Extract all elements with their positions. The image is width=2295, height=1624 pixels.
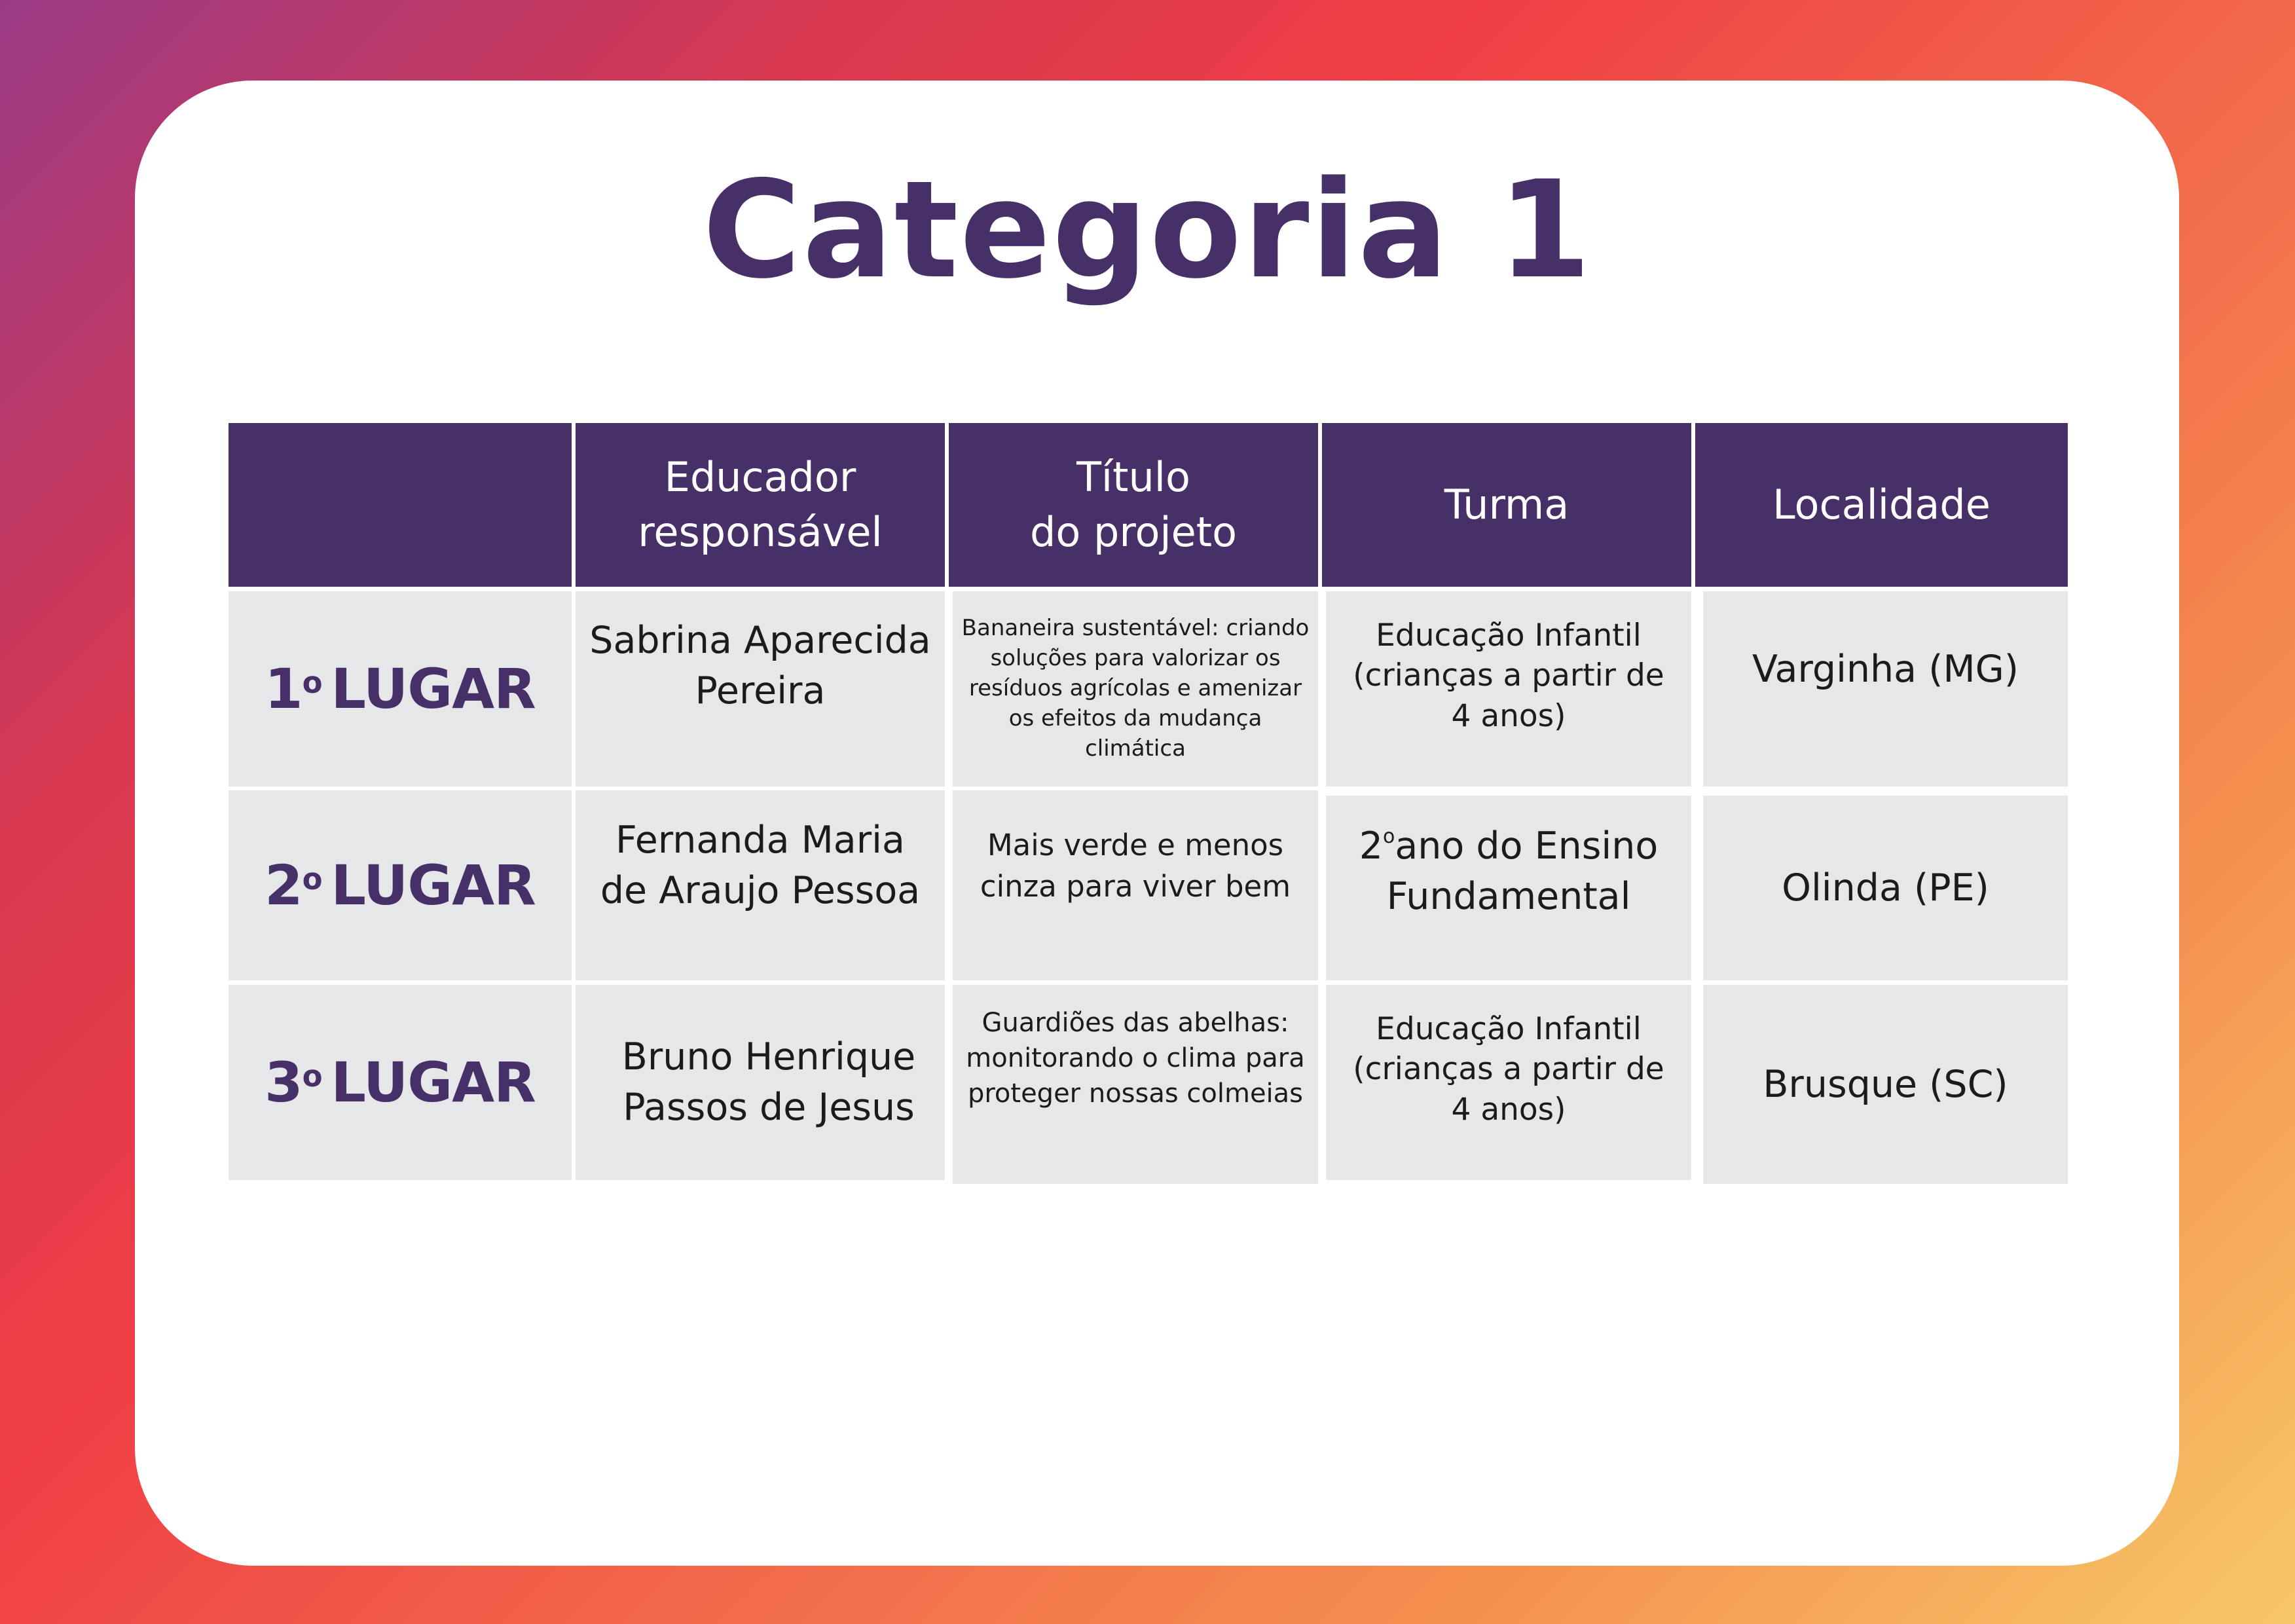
row2-projeto-line2: cinza para viver bem bbox=[980, 869, 1291, 904]
row2-educador bbox=[576, 790, 945, 980]
row3-localidade-value: Brusque (SC) bbox=[1763, 1063, 2008, 1106]
results-table bbox=[229, 423, 2068, 1184]
row1-localidade bbox=[1703, 591, 2068, 786]
header-titulo bbox=[949, 423, 1318, 587]
row1-educador bbox=[576, 591, 945, 786]
row2-place-label: LUGAR bbox=[331, 853, 536, 917]
row1-educador-line2: Pereira bbox=[695, 669, 826, 712]
row2-localidade bbox=[1703, 796, 2068, 980]
row2-projeto-line1: Mais verde e menos bbox=[987, 828, 1284, 862]
row3-turma-line1: Educação Infantil bbox=[1376, 1011, 1642, 1048]
row1-projeto-line3: resíduos agrícolas e amenizar bbox=[968, 675, 1302, 702]
row1-projeto-line1: Bananeira sustentável: criando bbox=[961, 615, 1310, 642]
row3-turma-line3: 4 anos) bbox=[1451, 1091, 1566, 1128]
row1-projeto-line2: soluções para valorizar os bbox=[990, 645, 1281, 672]
row1-place bbox=[229, 591, 572, 786]
row1-turma-line2: (crianças a partir de bbox=[1353, 657, 1664, 694]
row1-place-sup: o bbox=[302, 665, 322, 700]
page-title: Categoria 1 bbox=[702, 153, 1593, 308]
row2-projeto bbox=[953, 790, 1318, 980]
row2-turma-rest: ano do Ensino bbox=[1395, 824, 1659, 868]
row1-turma bbox=[1326, 591, 1691, 786]
row1-place-num: 1 bbox=[265, 657, 303, 721]
row3-turma-line2: (crianças a partir de bbox=[1353, 1051, 1664, 1088]
header-educador bbox=[576, 423, 945, 587]
row2-turma-sup: o bbox=[1383, 825, 1395, 849]
row3-projeto-line2: monitorando o clima para bbox=[966, 1043, 1305, 1073]
header-localidade-label: Localidade bbox=[1772, 481, 1991, 529]
row2-turma bbox=[1326, 796, 1691, 980]
header-turma-label: Turma bbox=[1444, 481, 1570, 529]
row3-educador bbox=[576, 985, 945, 1180]
row2-place bbox=[229, 790, 572, 980]
row2-educador-line2: de Araujo Pessoa bbox=[600, 869, 921, 912]
row1-turma-line3: 4 anos) bbox=[1451, 697, 1566, 734]
row1-educador-line1: Sabrina Aparecida bbox=[589, 619, 931, 663]
row2-localidade-value: Olinda (PE) bbox=[1782, 866, 1989, 910]
row1-projeto bbox=[953, 591, 1318, 786]
header-educador-line2: responsável bbox=[638, 508, 883, 556]
row2-place-sup: o bbox=[302, 861, 322, 896]
row1-localidade-value: Varginha (MG) bbox=[1752, 648, 2019, 691]
header-titulo-line1: Título bbox=[1076, 453, 1190, 502]
row3-educador-line1: Bruno Henrique bbox=[621, 1035, 916, 1079]
header-turma bbox=[1322, 423, 1691, 587]
row2-turma-line2: Fundamental bbox=[1386, 875, 1631, 918]
row1-projeto-line5: climática bbox=[1085, 735, 1186, 762]
row3-projeto-line3: proteger nossas colmeias bbox=[967, 1079, 1304, 1109]
header-titulo-line2: do projeto bbox=[1029, 508, 1238, 556]
row3-educador-line2: Passos de Jesus bbox=[623, 1086, 915, 1129]
row2-turma-num: 2 bbox=[1359, 824, 1383, 868]
row3-place bbox=[229, 985, 572, 1180]
row3-turma bbox=[1326, 985, 1691, 1180]
row1-projeto-line4: os efeitos da mudança bbox=[1008, 705, 1262, 731]
header-localidade bbox=[1695, 423, 2068, 587]
row3-place-num: 3 bbox=[265, 1050, 303, 1115]
row3-place-label: LUGAR bbox=[331, 1050, 536, 1115]
row3-localidade bbox=[1703, 985, 2068, 1184]
row3-place-sup: o bbox=[302, 1058, 322, 1094]
row3-projeto bbox=[953, 985, 1318, 1184]
header-empty bbox=[229, 423, 572, 587]
row1-place-label: LUGAR bbox=[331, 657, 536, 721]
header-educador-line1: Educador bbox=[664, 453, 856, 502]
row2-educador-line1: Fernanda Maria bbox=[615, 819, 905, 862]
row2-place-num: 2 bbox=[265, 853, 303, 917]
row1-turma-line1: Educação Infantil bbox=[1376, 618, 1642, 654]
row3-projeto-line1: Guardiões das abelhas: bbox=[982, 1008, 1289, 1038]
